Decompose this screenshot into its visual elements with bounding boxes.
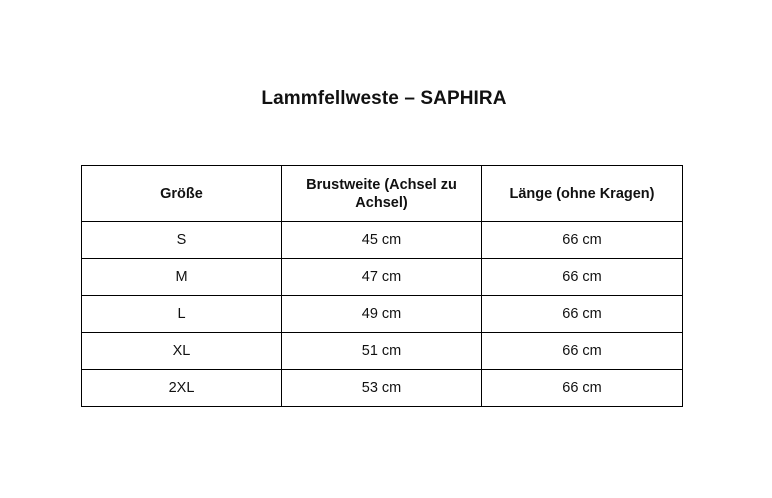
cell-chest-width: 49 cm xyxy=(282,296,482,333)
header-length: Länge (ohne Kragen) xyxy=(482,166,683,222)
cell-length: 66 cm xyxy=(482,370,683,407)
cell-size: S xyxy=(82,222,282,259)
cell-length: 66 cm xyxy=(482,222,683,259)
header-row xyxy=(82,166,683,222)
cell-length: 66 cm xyxy=(482,333,683,370)
document-title: Lammfellweste – SAPHIRA xyxy=(261,88,507,109)
table-row xyxy=(82,333,683,370)
size-table xyxy=(81,165,683,407)
cell-size: L xyxy=(82,296,282,333)
header-chest-width: Brustweite (Achsel zu Achsel) xyxy=(282,166,482,222)
cell-length: 66 cm xyxy=(482,259,683,296)
cell-size: 2XL xyxy=(82,370,282,407)
cell-chest-width: 51 cm xyxy=(282,333,482,370)
cell-length: 66 cm xyxy=(482,296,683,333)
table-row xyxy=(82,259,683,296)
table-body xyxy=(82,222,683,407)
table-row xyxy=(82,370,683,407)
cell-size: XL xyxy=(82,333,282,370)
table-header xyxy=(82,166,683,222)
cell-chest-width: 53 cm xyxy=(282,370,482,407)
table-row xyxy=(82,296,683,333)
table-row xyxy=(82,222,683,259)
cell-size: M xyxy=(82,259,282,296)
cell-chest-width: 45 cm xyxy=(282,222,482,259)
cell-chest-width: 47 cm xyxy=(282,259,482,296)
header-size: Größe xyxy=(82,166,282,222)
